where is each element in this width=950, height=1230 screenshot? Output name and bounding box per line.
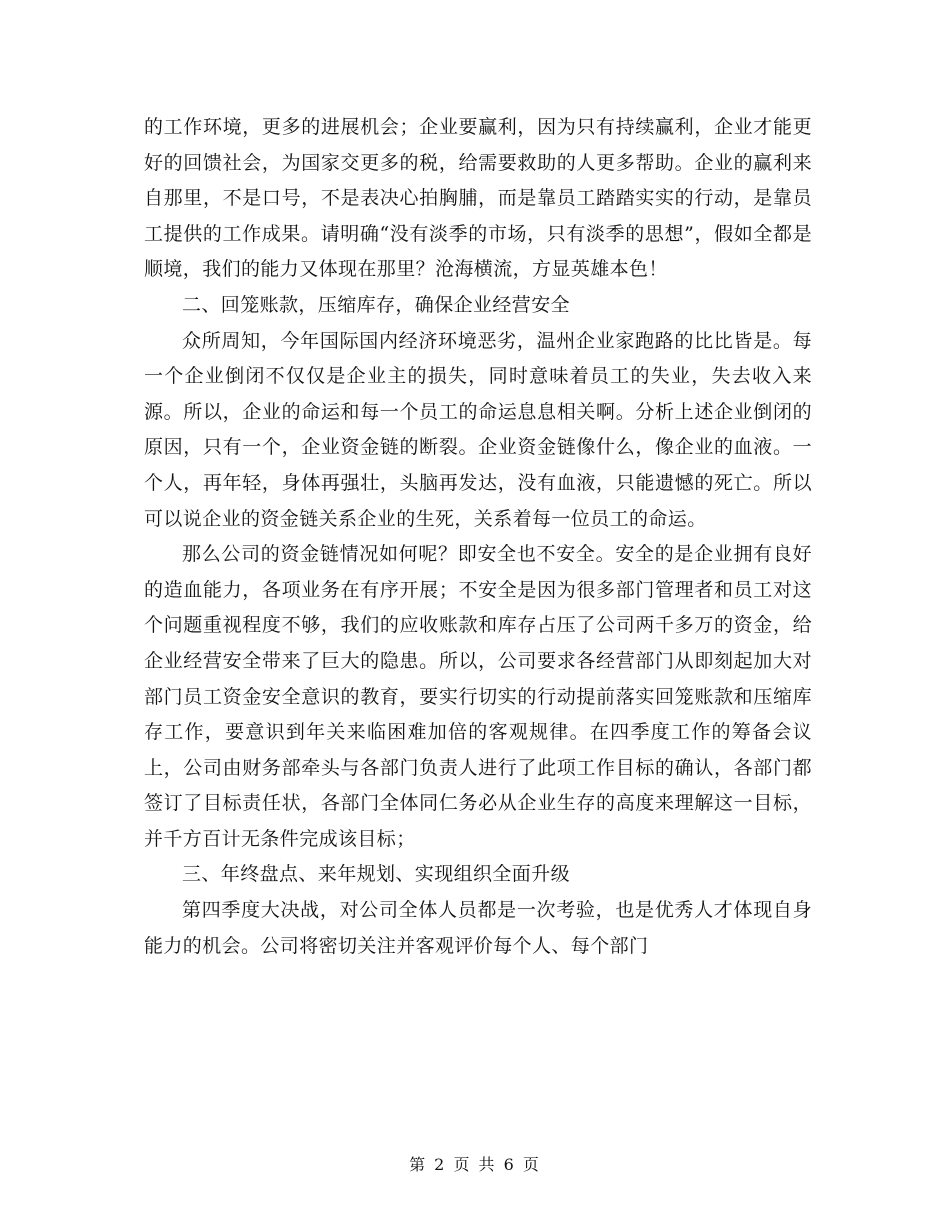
paragraph-capital-chain: 那么公司的资金链情况如何呢？即安全也不安全。安全的是企业拥有良好的造血能力，各项业务在有序开展；不安全是因为很多部门管理者和员工对这个问题重视程度不够，我们的应收账款和库存占压了公司两千多万的资金，给企业经营安全带来了巨大的隐患。所以，公司要求各经营部门从即刻起加大对部门员工资金安全意识的教育，要实行切实的行动提前落实回笼账款和压缩库存工作，要意识到年关来临困难加倍的客观规律。在四季度工作的筹备会议上，公司由财务部牵头与各部门负责人进行了此项工作目标的确认，各部门都签订了目标责任状，各部门全体同仁务必从企业生存的高度来理解这一目标，并千方百计无条件完成该目标；	[144, 543, 812, 850]
section-heading-2: 二、回笼账款，压缩库存，确保企业经营安全	[182, 293, 571, 316]
section-heading-3: 三、年终盘点、来年规划、实现组织全面升级	[182, 863, 571, 886]
document-body	[144, 110, 812, 964]
paragraph-fourth-quarter: 第四季度大决战，对公司全体人员都是一次考验，也是优秀人才体现自身能力的机会。公司将密切关注并客观评价每个人、每个部门	[144, 899, 812, 957]
page-number-footer: 第 2 页 共 6 页	[409, 1155, 541, 1174]
paragraph-continuation: 的工作环境，更多的进展机会；企业要赢利，因为只有持续赢利，企业才能更好的回馈社会，为国家交更多的税，给需要救助的人更多帮助。企业的赢利来自那里，不是口号，不是表决心拍胸脯，而是靠员工踏踏实实的行动，是靠员工提供的工作成果。请明确“没有淡季的市场，只有淡季的思想”，假如全都是顺境，我们的能力又体现在那里？沧海横流，方显英雄本色！	[144, 116, 812, 281]
paragraph-economic-environment: 众所周知，今年国际国内经济环境恶劣，温州企业家跑路的比比皆是。每一个企业倒闭不仅仅是企业主的损失，同时意味着员工的失业，失去收入来源。所以，企业的命运和每一个员工的命运息息相关啊。分析上述企业倒闭的原因，只有一个，企业资金链的断裂。企业资金链像什么，像企业的血液。一个人，再年轻，身体再强壮，头脑再发达，没有血液，只能遗憾的死亡。所以可以说企业的资金链关系企业的生死，关系着每一位员工的命运。	[144, 329, 812, 530]
